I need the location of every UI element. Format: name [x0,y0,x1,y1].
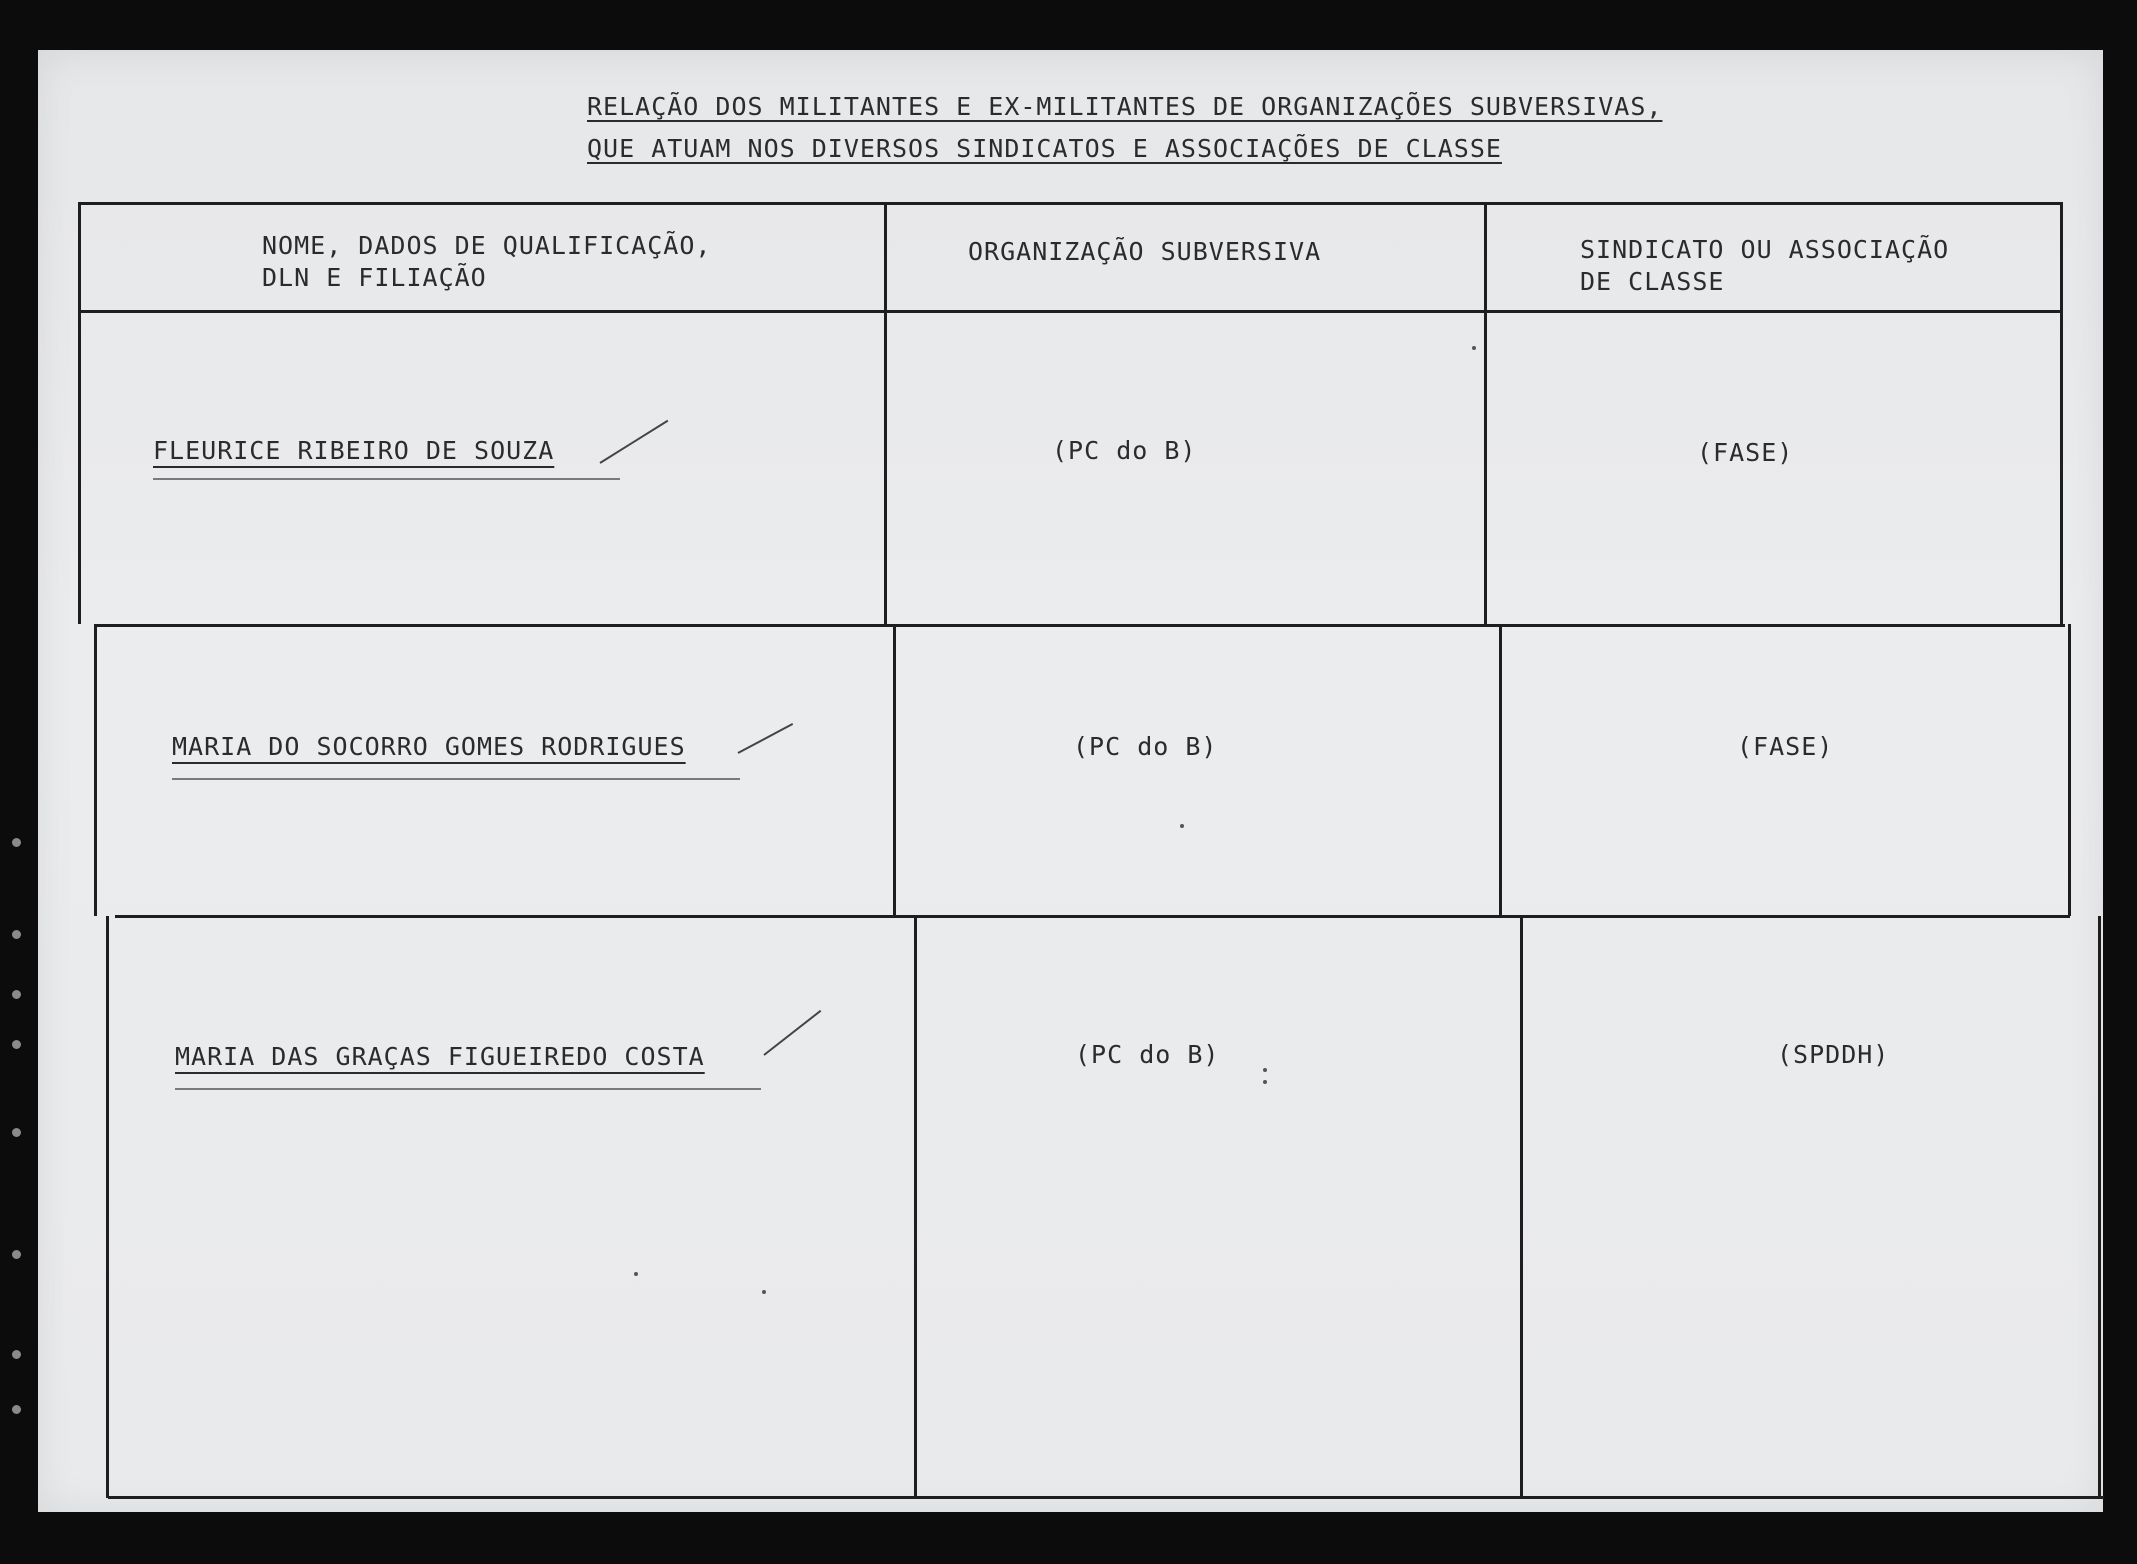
film-edge-mark [12,930,21,939]
column-divider-1 [893,624,896,916]
table-left-border [106,916,109,1498]
document-title-line-2: QUE ATUAM NOS DIVERSOS SINDICATOS E ASSOCIAÇÕES DE CLASSE [587,134,1502,163]
person-name: FLEURICE RIBEIRO DE SOUZA [153,436,555,465]
film-edge-mark [12,1250,21,1259]
column-divider-1 [914,916,917,1498]
column-divider-2 [1484,202,1487,624]
name-underline-mark [175,1088,761,1090]
film-edge-mark [12,838,21,847]
row-divider [115,915,2070,918]
organization-value: (PC do B) [1075,1040,1220,1069]
association-value: (FASE) [1737,732,1834,761]
header-col3-line1: SINDICATO OU ASSOCIAÇÃO [1580,235,1950,264]
header-col1-line1: NOME, DADOS DE QUALIFICAÇÃO, [262,231,712,260]
table-bottom-border [108,1496,2104,1499]
header-col3-line2: DE CLASSE [1580,267,1725,296]
scan-speck [1472,346,1476,350]
header-bottom-border [80,310,2063,313]
scan-speck [1263,1068,1267,1072]
table-right-border [2060,202,2063,624]
table-left-border [94,624,97,916]
organization-value: (PC do B) [1073,732,1218,761]
row-divider [95,624,2065,627]
scan-speck [762,1290,766,1294]
header-union-association [1580,234,1949,298]
association-value: (SPDDH) [1777,1040,1890,1069]
column-divider-2 [1499,624,1502,916]
scan-speck [1263,1080,1267,1084]
organization-value: (PC do B) [1052,436,1197,465]
name-underline-mark [153,478,620,480]
table-right-border [2098,916,2101,1498]
column-divider-1 [884,202,887,624]
association-value: (FASE) [1697,438,1794,467]
name-underline-mark [172,778,740,780]
header-name-qualification [262,230,711,294]
film-edge-mark [12,1350,21,1359]
film-edge-mark [12,1128,21,1137]
table-left-border [78,202,81,624]
header-col1-line2: DLN E FILIAÇÃO [262,263,487,292]
table-right-border [2068,624,2071,916]
scan-speck [1180,824,1184,828]
person-name: MARIA DAS GRAÇAS FIGUEIREDO COSTA [175,1042,705,1071]
table-top-border [78,202,2061,205]
document-title-line-1: RELAÇÃO DOS MILITANTES E EX-MILITANTES DE ORGANIZAÇÕES SUBVERSIVAS, [587,92,1663,121]
header-subversive-organization: ORGANIZAÇÃO SUBVERSIVA [968,237,1322,266]
person-name: MARIA DO SOCORRO GOMES RODRIGUES [172,732,686,761]
scan-speck [634,1272,638,1276]
film-edge-mark [12,990,21,999]
film-edge-mark [12,1040,21,1049]
film-edge-mark [12,1405,21,1414]
column-divider-2 [1520,916,1523,1498]
